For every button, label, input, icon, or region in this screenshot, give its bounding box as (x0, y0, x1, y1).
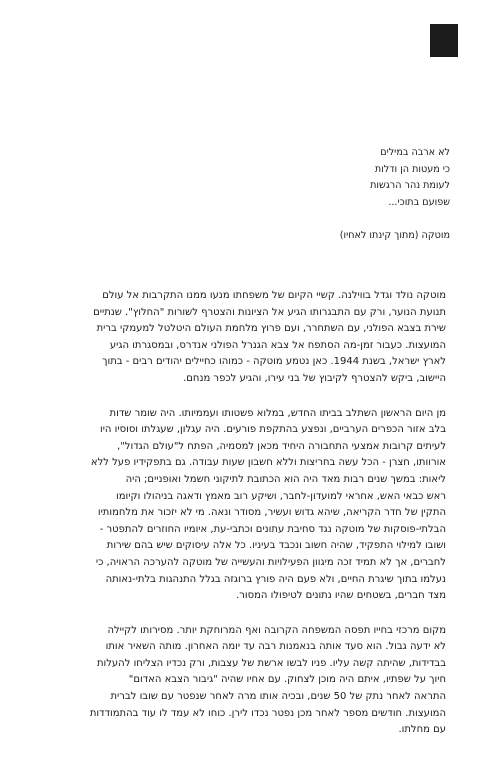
text-line: מקום מרכזי בחייו תפסה המשפחה הקרובה ואף המרוחקת יותר. מסירותו לקיילה (107, 624, 446, 636)
biography-body (41, 288, 446, 757)
text-line: לעיתים קרובות אמצעי התחבורה היחיד מכאן למסמיה, הפתח ל"עולם הגדול", (117, 440, 446, 452)
text-line: לחברים, אך לא תמיד זכה מיגוון הפעילויות והעשייה של מוטקה להערכה הראויה, כי (95, 556, 446, 568)
text-line: ושובו למילוי התפקיד, שהיה חשוב ונכבד בעיניו. כל אלה עיסוקים שיש בהם שירות (106, 540, 446, 552)
text-line: חיוך על שפתיו, איתם היה מוכן לצחוק. עם אחיו שהיה "גיבור הצבא האדום" (128, 674, 446, 686)
text-line: שירת בצבא הפולני, עם השתחרר, ועם פרוץ מלחמת העולם היטלטל למעמקי ברית (96, 323, 446, 335)
text-line: בלב אזור הכפרים הערביים, ונפצע בהתקפת פורעים. היה עגלון, שעגלתו וסוסיו היו (99, 424, 446, 436)
poem-line: שפועם בתוכי... (388, 196, 450, 208)
text-line: התראה לאחר נתק של 50 שנים, ובכיה אותו מרה לאחר שנפטר עם שובו לברית (110, 691, 446, 703)
text-line: תנועת הנוער, ורק עם התבגרותו הגיע אל הציונות והצטרף לשורות "החלוץ". שנתיים (93, 306, 446, 318)
text-line: אורוותו, חצרן - הכל עשה בחריצות וללא חשבון שעות עבודה. גם בתפקידיו פעל ללא (90, 457, 446, 469)
paragraph-family (41, 623, 446, 739)
text-line: עם מחלתו. (398, 724, 446, 736)
text-line: הבלתי-פוסקות של מוטקה נגד סחיבת עתונים וכתבי-עת, איומיו החוזרים להתפטר - (99, 523, 446, 535)
text-line: מוטקה נולד וגדל בווילנה. קשיי הקיום של משפחתו מנעו ממנו התקרבות אל עולם (102, 290, 446, 301)
poem-line: לא ארבה במילים (380, 147, 450, 158)
paragraph-kibbutz-work (41, 406, 446, 605)
epigraph-poem (180, 145, 450, 211)
paragraph-early-life (41, 288, 446, 388)
text-line: התקין של חדר הקריאה, שיהא גדוש ועשיר, מסודר ונאה. מי לא יזכור את מלחמותיו (97, 507, 446, 519)
text-line: המועצות. חודשים מספר לאחר מכן נפטר נכדו לירן. כוחו לא עמד לו עוד בהתמודדות (89, 707, 446, 719)
text-line: לא ידעה גבול. הוא סעד אותה בנאמנות רבה עד יומה האחרון. מותה השאיר אותו (105, 641, 446, 653)
poem-line: לעומת נהר הרגשות (370, 180, 450, 192)
text-line: ראש כבאי האש, אחראי למועדון-לחבר, ושיקע רוב מאמץ ודאגה בניהולו וקיומו (116, 490, 446, 502)
poem-line: כי מעטות הן ודלות (374, 163, 450, 175)
text-line: היישוב, ביקש להצטרף לקיבוץ של בני עירו, והגיע לכפר מנחם. (183, 372, 446, 384)
text-line: מן היום הראשון השתלב בביתו החדש, במלוא פשטותו ועממיותו. היה שומר שדות (109, 407, 446, 419)
poem-attribution: מוטקה (מתוך קינתו לאחיו) (339, 230, 450, 241)
text-line: לארץ ישראל, בשנת 1944. כאן נטמע מוטקה - כמוהו כחיילים יהודים רבים - בתוך (102, 356, 446, 368)
text-line: נעלמו בתוך שיגרת החיים, ולא פעם היה פורץ ברוגזה בגלל התנהגות בלתי-נאותה (105, 573, 446, 585)
text-line: המועצות. כעבור זמן-מה הסתפח אל צבא הגנרל הפולני אנדרס, ובמסגרתו הגיע (109, 339, 446, 351)
text-line: מצד חברים, בשטחים שהיו נתונים לטיפולו המסור. (236, 590, 446, 602)
text-line: ליאות: במשך שנים רבות מאד היה הוא הכתובת לתיקוני חשמל ואופניים; היה (125, 473, 446, 485)
text-line: בבדידות, שהיתה קשה עליו. פניו לבשו ארשת של עצבות, ורק נכדיו הצליחו להעלות (96, 657, 446, 669)
corner-tab-mark (430, 24, 458, 57)
